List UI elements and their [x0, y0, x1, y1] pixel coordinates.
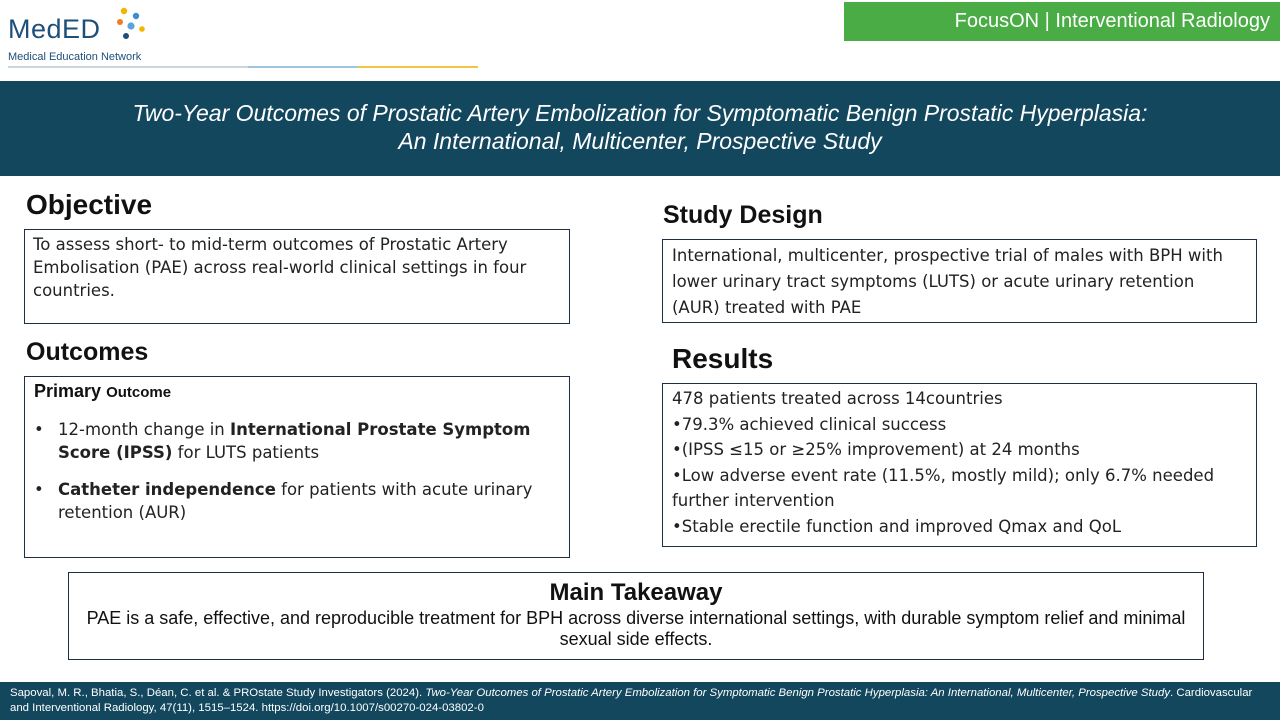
logo-dot — [123, 33, 129, 39]
page-title-line-1: Two-Year Outcomes of Prostatic Artery Embolization for Symptomatic Benign Prostatic Hyperplasia: — [132, 100, 1148, 126]
results-line: •79.3% achieved clinical success — [672, 414, 947, 434]
outcome-item: • Catheter independence for patients with acute urinary retention (AUR) — [34, 480, 533, 522]
logo-dot — [133, 13, 139, 19]
citation-source: . Cardiovascular and Interventional Radiology, 47(11), 1515–1524. https://doi.org/10.1007/s00270-024-03802-0 — [10, 687, 1253, 714]
outcome-item: • 12-month change in International Prostate Symptom Score (IPSS) for LUTS patients — [34, 420, 531, 462]
study-design-box — [662, 239, 1257, 323]
logo-dot — [127, 22, 134, 29]
takeaway-heading: Main Takeaway — [549, 579, 723, 606]
results-heading: Results — [672, 343, 774, 374]
study-design-heading: Study Design — [663, 201, 823, 229]
objective-box — [24, 229, 570, 324]
results-line: 478 patients treated across 14countries — [672, 389, 1003, 408]
logo-wordmark: MedED — [8, 14, 101, 44]
citation-title: Two-Year Outcomes of Prostatic Artery Embolization for Symptomatic Benign Prostatic Hyperplasia: An International, Multicenter, Prospective Study — [425, 687, 1171, 699]
page-title-line-2: An International, Multicenter, Prospective Study — [398, 128, 882, 154]
logo-dot — [139, 26, 145, 32]
logo-dot — [121, 8, 127, 14]
outcomes-box — [24, 376, 570, 558]
results-line: •Stable erectile function and improved Qmax and QoL — [672, 516, 1122, 536]
study-design-text: International, multicenter, prospective trial of males with BPH with lower urinary tract symptoms (LUTS) or acute urinary retention (AUR) treated with PAE — [672, 246, 1223, 317]
citation-footer — [0, 682, 1280, 720]
objective-heading: Objective — [26, 189, 153, 220]
results-box — [662, 383, 1257, 547]
logo-dot — [117, 19, 123, 25]
objective-text: To assess short- to mid-term outcomes of Prostatic Artery Embolisation (PAE) across real-world clinical settings in four countries. — [33, 235, 527, 300]
takeaway-box — [68, 572, 1204, 660]
logo-subtitle: Medical Education Network — [8, 51, 142, 63]
citation-authors: Sapoval, M. R., Bhatia, S., Déan, C. et al. & PROstate Study Investigators (2024). — [10, 687, 426, 699]
logo-dots-icon — [114, 6, 150, 46]
focus-badge: FocusON | Interventional Radiology — [844, 2, 1280, 41]
logo — [8, 6, 208, 66]
title-banner — [0, 81, 1280, 176]
primary-outcome-label: Primary Outcome — [34, 381, 172, 401]
bullet-icon: • — [34, 420, 44, 439]
takeaway-text: PAE is a safe, effective, and reproducible treatment for BPH across diverse international settings, with durable symptom relief and minimal sexual side effects. — [86, 608, 1186, 649]
logo-underline — [8, 66, 478, 68]
results-line: •Low adverse event rate (11.5%, mostly mild); only 6.7% needed further intervention — [672, 465, 1215, 511]
results-line: •(IPSS ≤15 or ≥25% improvement) at 24 months — [672, 440, 1080, 460]
bullet-icon: • — [34, 480, 44, 499]
outcomes-heading: Outcomes — [26, 338, 149, 366]
